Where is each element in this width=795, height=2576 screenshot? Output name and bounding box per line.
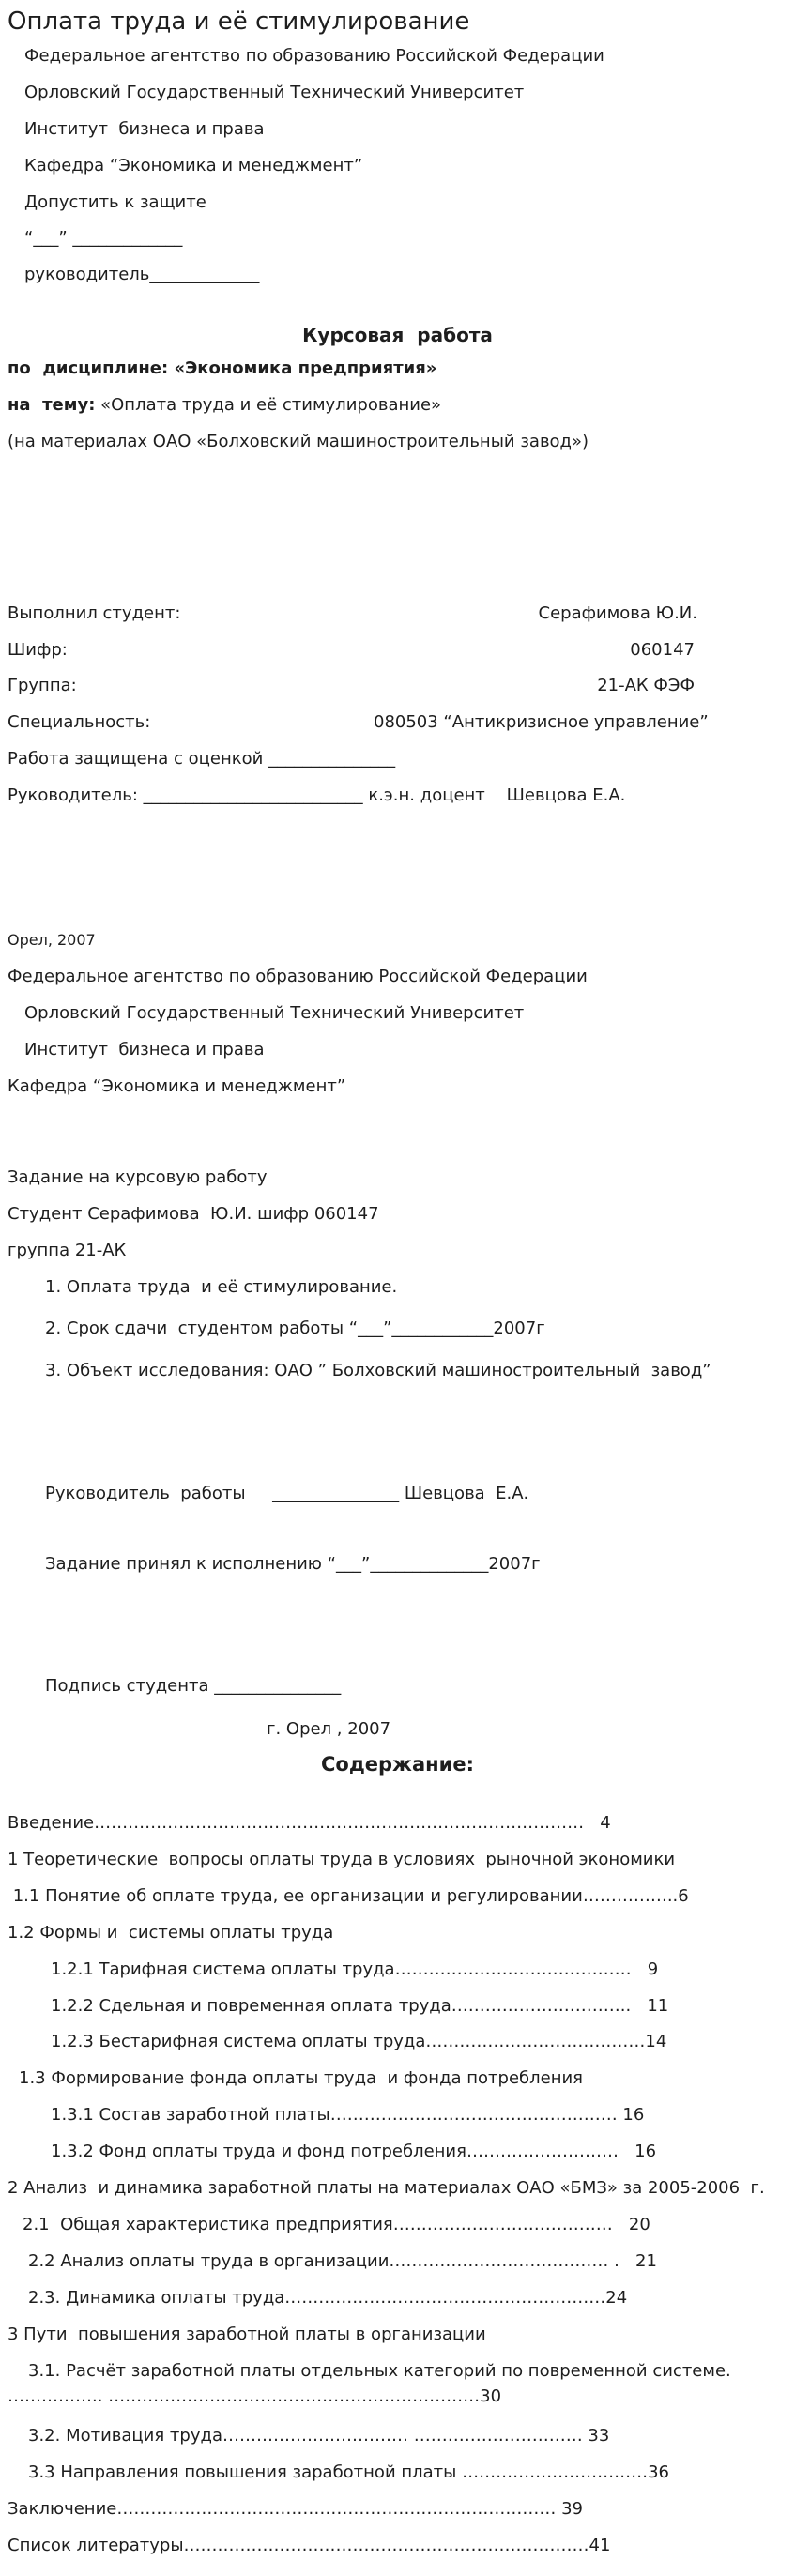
toc-item: 1.3.1 Состав заработной платы…………………………………………… 16 — [51, 2105, 645, 2125]
discipline-line: по дисциплине: «Экономика предприятия» — [8, 358, 437, 378]
supervisor-line: Руководитель: __________________________ к.э.н. доцент Шевцова Е.А. — [8, 785, 626, 805]
task-city-year: г. Орел , 2007 — [267, 1719, 391, 1739]
task-item-1: 1. Оплата труда и её стимулирование. — [45, 1277, 398, 1297]
agency-name: Федеральное агентство по образованию Российской Федерации — [24, 46, 604, 66]
task-supervisor: Руководитель работы _______________ Шевцова Е.А. — [45, 1484, 529, 1503]
institute-name: Институт бизнеса и права — [24, 119, 265, 139]
university-name: Орловский Государственный Технический Университет — [24, 83, 525, 102]
grade-line: Работа защищена с оценкой _______________ — [8, 749, 396, 769]
code-value: 060147 — [630, 640, 695, 660]
toc-item: …………….. …………………………………………………………30 — [8, 2386, 502, 2406]
toc-item: 1.2 Формы и системы оплаты труда — [8, 1923, 334, 1943]
work-type-heading: Курсовая работа — [302, 324, 493, 346]
performer-label: Выполнил студент: — [8, 603, 181, 623]
topic-line — [8, 395, 441, 416]
code-label: Шифр: — [8, 640, 68, 660]
toc-item: 3.2. Мотивация труда…………………………… ………………………… 33 — [28, 2426, 610, 2446]
toc-item: 1 Теоретические вопросы оплаты труда в условиях рыночной экономики — [8, 1850, 676, 1869]
toc-item: 2 Анализ и динамика заработной платы на материалах ОАО «БМЗ» за 2005-2006 г. — [8, 2178, 765, 2198]
specialty-value: 080503 “Антикризисное управление” — [374, 712, 709, 732]
task-item-2: 2. Срок сдачи студентом работы “___”____________2007г — [45, 1318, 545, 1338]
toc-item: Введение…………………………………………………………………………… 4 — [8, 1813, 611, 1833]
supervisor-signature: руководитель_____________ — [24, 265, 260, 284]
task-student: Студент Серафимова Ю.И. шифр 060147 — [8, 1204, 379, 1224]
toc-item: 3.3 Направления повышения заработной платы ……………………………36 — [28, 2462, 669, 2482]
task-agency-name: Федеральное агентство по образованию Российской Федерации — [8, 967, 588, 986]
task-item-3: 3. Объект исследования: ОАО ” Болховский машиностроительный завод” — [45, 1361, 711, 1380]
group-label: Группа: — [8, 676, 77, 695]
toc-item: 1.3 Формирование фонда оплаты труда и фонда потребления — [19, 2068, 584, 2088]
group-value: 21-АК ФЭФ — [597, 676, 695, 695]
topic-text: «Оплата труда и её стимулирование» — [95, 395, 442, 415]
toc-item: 1.1 Понятие об оплате труда, ее организации и регулировании……………..6 — [8, 1886, 689, 1906]
toc-item: 2.2 Анализ оплаты труда в организации………………………………… . 21 — [28, 2251, 657, 2271]
performer-value: Серафимова Ю.И. — [538, 603, 697, 623]
materials-line: (на материалах ОАО «Болховский машиностроительный завод») — [8, 432, 589, 451]
date-blank: “___” _____________ — [24, 228, 183, 248]
task-title: Задание на курсовую работу — [8, 1167, 268, 1187]
task-group: группа 21-АК — [8, 1241, 127, 1260]
topic-prefix: на тему: — [8, 395, 96, 415]
task-university-name: Орловский Государственный Технический Университет — [24, 1003, 525, 1023]
toc-item: Список литературы………………………………………………………………41 — [8, 2536, 611, 2555]
toc-item: 2.3. Динамика оплаты труда…………………………………………………24 — [28, 2288, 628, 2308]
document-title: Оплата труда и её стимулирование — [8, 8, 470, 36]
toc-item: 1.2.3 Бестарифная система оплаты труда…………………………………14 — [51, 2032, 667, 2051]
city-year: Орел, 2007 — [8, 931, 96, 949]
toc-item: 3 Пути повышения заработной платы в организации — [8, 2324, 486, 2344]
toc-title: Содержание: — [320, 1753, 474, 1776]
toc-item: 1.2.1 Тарифная система оплаты труда…………………………………… 9 — [51, 1959, 659, 1979]
task-department-name: Кафедра “Экономика и менеджмент” — [8, 1076, 346, 1096]
toc-item: 3.1. Расчёт заработной платы отдельных категорий по повременной системе. — [28, 2361, 731, 2381]
department-name: Кафедра “Экономика и менеджмент” — [24, 156, 363, 175]
task-accepted: Задание принял к исполнению “___”______________2007г — [45, 1554, 541, 1574]
toc-item: 1.2.2 Сдельная и повременная оплата труда………………………….. 11 — [51, 1996, 669, 2016]
admit-to-defense: Допустить к защите — [24, 192, 206, 212]
toc-item: 2.1 Общая характеристика предприятия………………………………… 20 — [23, 2215, 650, 2234]
specialty-label: Специальность: — [8, 712, 151, 732]
student-signature: Подпись студента _______________ — [45, 1676, 342, 1696]
toc-item: Заключение…………………………………………………………………… 39 — [8, 2499, 583, 2519]
toc-item: 1.3.2 Фонд оплаты труда и фонд потребления……………………… 16 — [51, 2142, 657, 2161]
task-institute-name: Институт бизнеса и права — [24, 1040, 265, 1059]
